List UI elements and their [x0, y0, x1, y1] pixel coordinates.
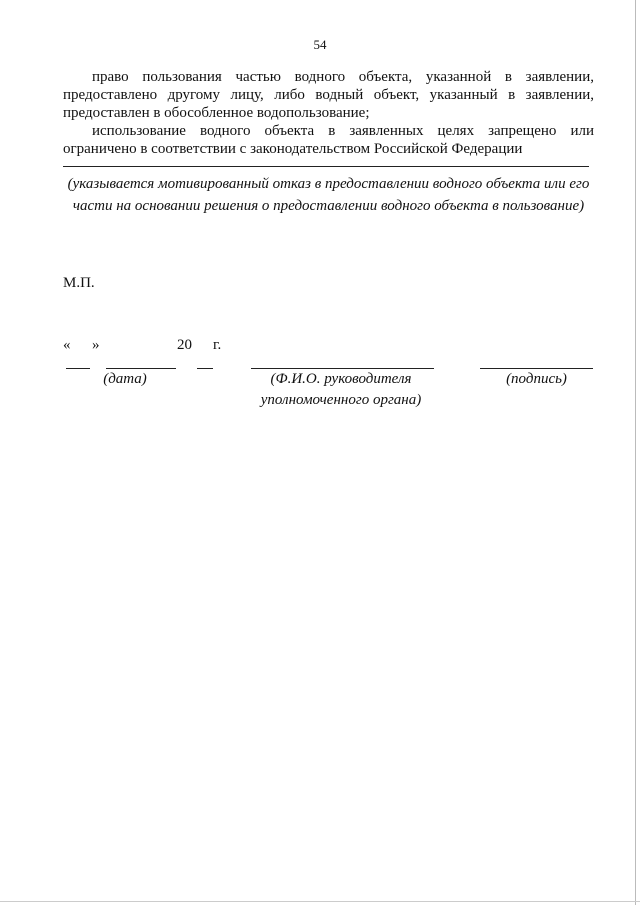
signature-caption: (подпись) — [506, 371, 567, 387]
head-name-caption: (Ф.И.О. руководителя уполномоченного органа) — [260, 371, 422, 408]
date-close-quote: » — [92, 337, 100, 353]
date-open-quote: « — [63, 337, 71, 353]
date-caption: (дата) — [103, 371, 147, 387]
day-underline — [66, 368, 90, 369]
scan-edge-bottom — [0, 901, 640, 902]
paragraph-water-right-transferred: право пользования частью водного объекта, указанной в заявлении, предоставлено другому лицу, либо водный объект, указанный в заявлении, предоставлен в обособленное водопользование; — [63, 69, 594, 121]
date-year-prefix: 20 — [177, 337, 192, 353]
refusal-reason-line — [63, 166, 589, 167]
paragraph-use-prohibited: использование водного объекта в заявленных целях запрещено или ограничено в соответствии с законодательством Российской Федерации — [63, 123, 594, 157]
scan-edge-right — [635, 0, 636, 905]
page-number: 54 — [313, 37, 327, 52]
year-underline — [197, 368, 213, 369]
refusal-note: (указывается мотивированный отказ в предоставлении водного объекта или его части на основании решения о предоставлении водного объекта в пользование) — [67, 176, 590, 214]
stamp-place-label: М.П. — [63, 275, 95, 291]
date-year-suffix: г. — [213, 337, 222, 353]
